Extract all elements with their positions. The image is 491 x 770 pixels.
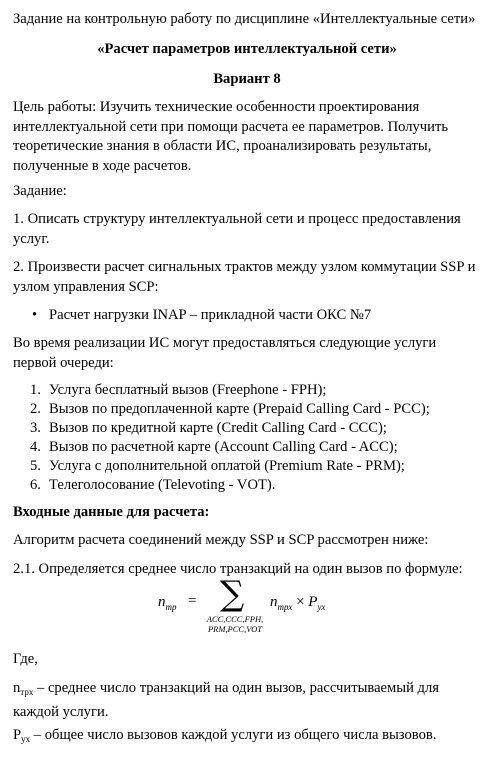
item-number: 1. bbox=[30, 382, 41, 398]
list-item bbox=[13, 381, 481, 400]
task-heading: Задание: bbox=[13, 183, 67, 199]
services-intro: Во время реализации ИС могут предоставляться следующие услуги первой очереди: bbox=[13, 335, 437, 371]
definition-n-trx: $n_{трх}$ – среднее число транзакций на один вызов, рассчитываемый для каждой услуги. bbox=[13, 680, 439, 720]
item-number: 3. bbox=[30, 420, 41, 436]
sum-range: ACC,CCC,FPH, PRM,PCC,VOT bbox=[206, 614, 264, 634]
list-item bbox=[13, 306, 481, 326]
item-text: Вызов по предоплаченной карте (Prepaid Calling Card - PCC); bbox=[49, 401, 430, 417]
transaction-formula bbox=[150, 574, 390, 643]
services-list bbox=[13, 381, 481, 495]
algorithm-paragraph: Алгоритм расчета соединений между SSP и SCP рассмотрен ниже: bbox=[13, 532, 429, 548]
list-item bbox=[13, 400, 481, 419]
list-item bbox=[13, 476, 481, 495]
item-number: 6. bbox=[30, 477, 41, 493]
formula-equals: = bbox=[188, 593, 197, 609]
work-title: «Расчет параметров интеллектуальной сети» bbox=[97, 41, 397, 57]
list-item bbox=[13, 419, 481, 438]
item-text: Услуга с дополнительной оплатой (Premium Rate - PRM); bbox=[49, 458, 405, 474]
item-text: Вызов по кредитной карте (Credit Calling Card - CCC); bbox=[49, 420, 387, 436]
formula-lhs: $n_{тр}$ bbox=[158, 594, 177, 612]
variant-title: Вариант 8 bbox=[213, 71, 281, 87]
bullet-marker: • bbox=[32, 307, 38, 323]
definition-p-ux: $P_{ух}$ – общее число вызовов каждой услуги из общего числа вызовов. bbox=[13, 727, 437, 744]
goal-paragraph: Цель работы: Изучить технические особенности проектирования интеллектуальной сети при помощи расчета ее параметров. Получить теоретические знания в области ИС, проанализировать результаты, полученные в ходе расчетов. bbox=[13, 99, 448, 174]
task-1: 1. Описать структуру интеллектуальной сети и процесс предоставления услуг. bbox=[13, 211, 461, 247]
formula-rhs: $n_{трх} \times P_{ух}$ bbox=[270, 594, 326, 612]
list-item bbox=[13, 457, 481, 476]
item-number: 5. bbox=[30, 458, 41, 474]
item-text: Вызов по расчетной карте (Account Calling Card - ACC); bbox=[49, 439, 398, 455]
assignment-header: Задание на контрольную работу по дисциплине «Интеллектуальные сети» bbox=[13, 11, 476, 27]
where-label: Где, bbox=[13, 651, 38, 667]
bullet-list bbox=[13, 306, 481, 326]
step-2-1: 2.1. Определяется среднее число транзакций на один вызов по формуле: bbox=[13, 561, 463, 577]
item-number: 4. bbox=[30, 439, 41, 455]
list-item bbox=[13, 438, 481, 457]
sum-symbol: ∑ bbox=[220, 574, 245, 614]
item-number: 2. bbox=[30, 401, 41, 417]
task-2: 2. Произвести расчет сигнальных трактов между узлом коммутации SSP и узлом управления SCP: bbox=[13, 259, 476, 295]
bullet-text: Расчет нагрузки INAP – прикладной части ОКС №7 bbox=[49, 307, 372, 323]
item-text: Услуга бесплатный вызов (Freephone - FPH); bbox=[49, 382, 327, 398]
input-data-heading: Входные данные для расчета: bbox=[13, 504, 210, 520]
item-text: Телеголосование (Televoting - VOT). bbox=[49, 477, 276, 493]
